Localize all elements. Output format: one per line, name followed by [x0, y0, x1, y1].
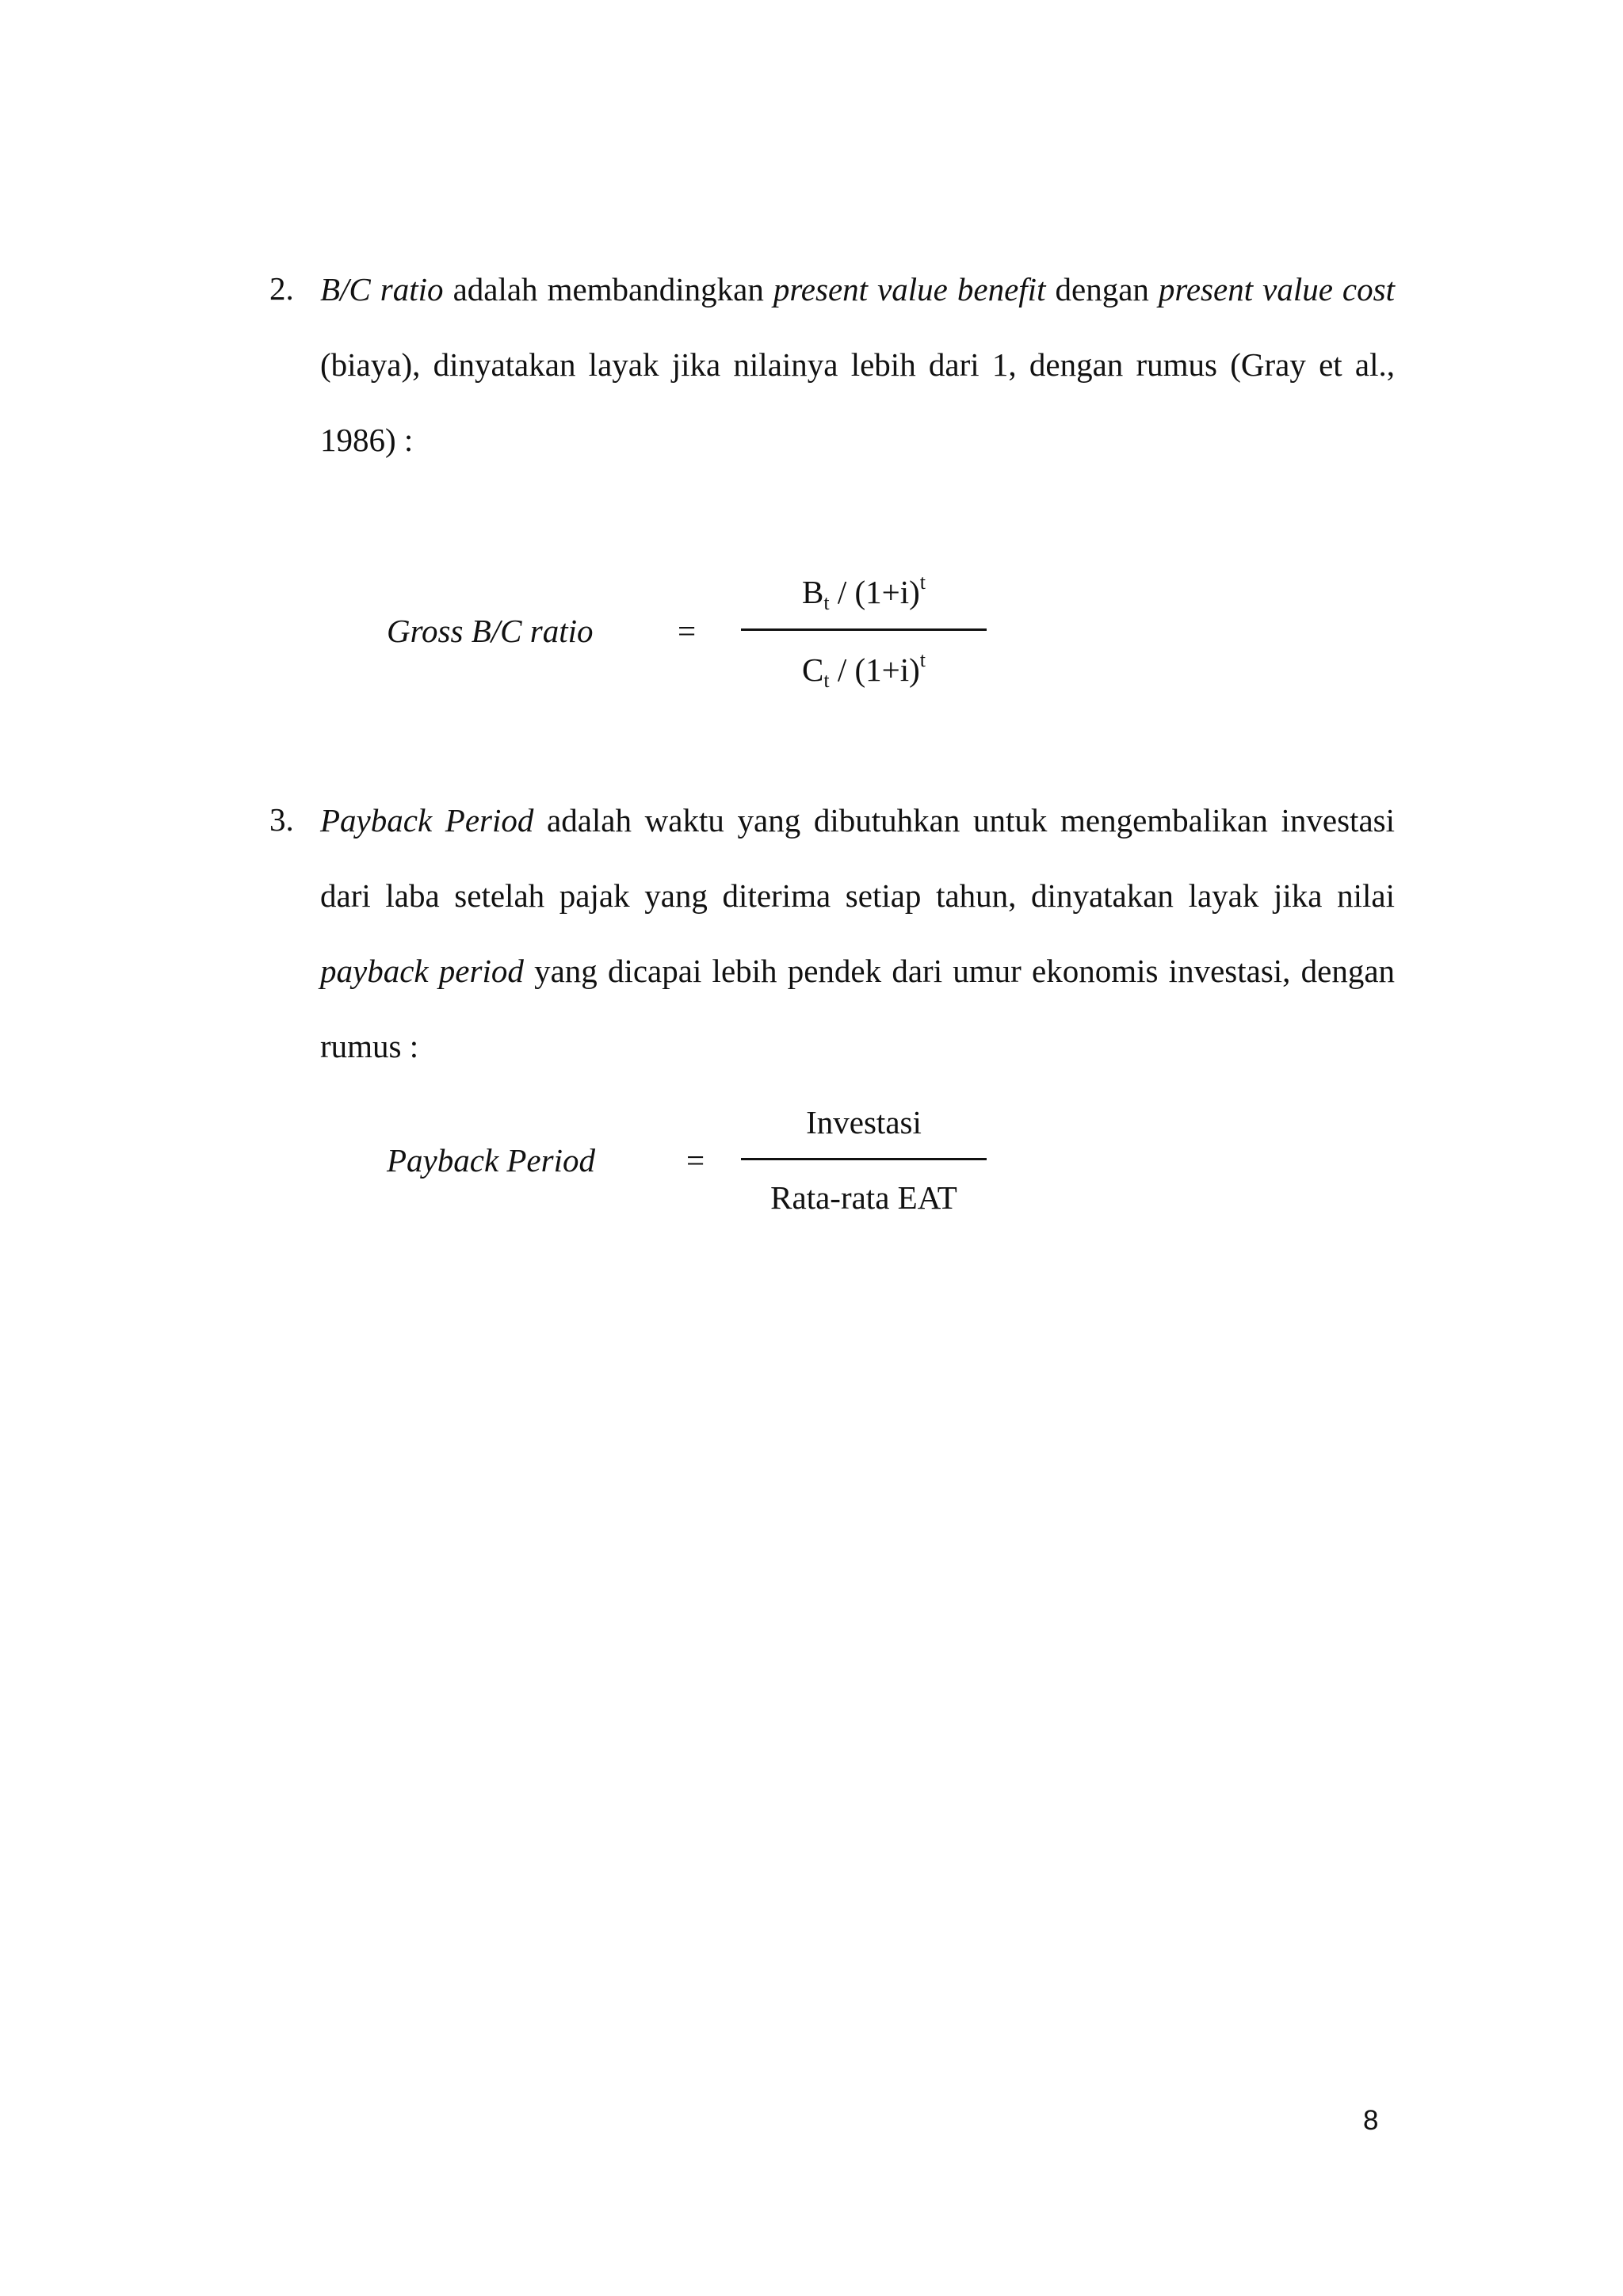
- fraction-numerator: [741, 571, 987, 615]
- paragraph-line: 1986) :: [320, 422, 414, 458]
- italic-term: B/C ratio: [320, 271, 444, 308]
- page-number: 8: [1363, 2105, 1379, 2136]
- superscript: t: [919, 648, 926, 671]
- paragraph-line: [320, 269, 1395, 309]
- equals-sign: =: [686, 1142, 705, 1179]
- list-number: 3.: [269, 801, 294, 838]
- subscript: t: [823, 591, 830, 614]
- symbol: B: [801, 574, 824, 610]
- italic-term: present value benefit: [773, 271, 1046, 308]
- fraction-numerator: Investasi: [806, 1104, 922, 1140]
- superscript: t: [919, 571, 926, 594]
- paragraph-line: (biaya), dinyatakan layak jika nilainya lebih dari 1, dengan rumus (Gray et al.,: [320, 346, 1395, 383]
- formula-label: Gross B/C ratio: [387, 613, 594, 649]
- fraction-denominator: [741, 648, 987, 693]
- fraction-bar: [741, 628, 987, 631]
- text-run: dengan: [1045, 271, 1159, 308]
- italic-term: Payback Period: [320, 802, 534, 839]
- italic-term: payback period: [320, 953, 524, 989]
- paragraph-line: [320, 951, 1395, 991]
- formula-label: Payback Period: [387, 1142, 595, 1179]
- symbol: C: [801, 651, 824, 688]
- paragraph-line: dari laba setelah pajak yang diterima setiap tahun, dinyatakan layak jika nilai: [320, 877, 1395, 914]
- fraction-denominator: Rata-rata EAT: [770, 1179, 957, 1216]
- text-run: adalah membandingkan: [443, 271, 773, 308]
- italic-term: present value cost: [1158, 271, 1395, 308]
- expression: / (1+i): [829, 574, 920, 610]
- paragraph-line: [320, 800, 1395, 840]
- expression: / (1+i): [829, 651, 920, 688]
- fraction-bar: [741, 1158, 987, 1160]
- list-number: 2.: [269, 270, 294, 307]
- paragraph-line: rumus :: [320, 1028, 419, 1064]
- equals-sign: =: [678, 613, 697, 649]
- text-run: adalah waktu yang dibutuhkan untuk mengembalikan investasi: [533, 802, 1395, 839]
- text-run: yang dicapai lebih pendek dari umur ekonomis investasi, dengan: [523, 953, 1396, 989]
- subscript: t: [823, 669, 830, 692]
